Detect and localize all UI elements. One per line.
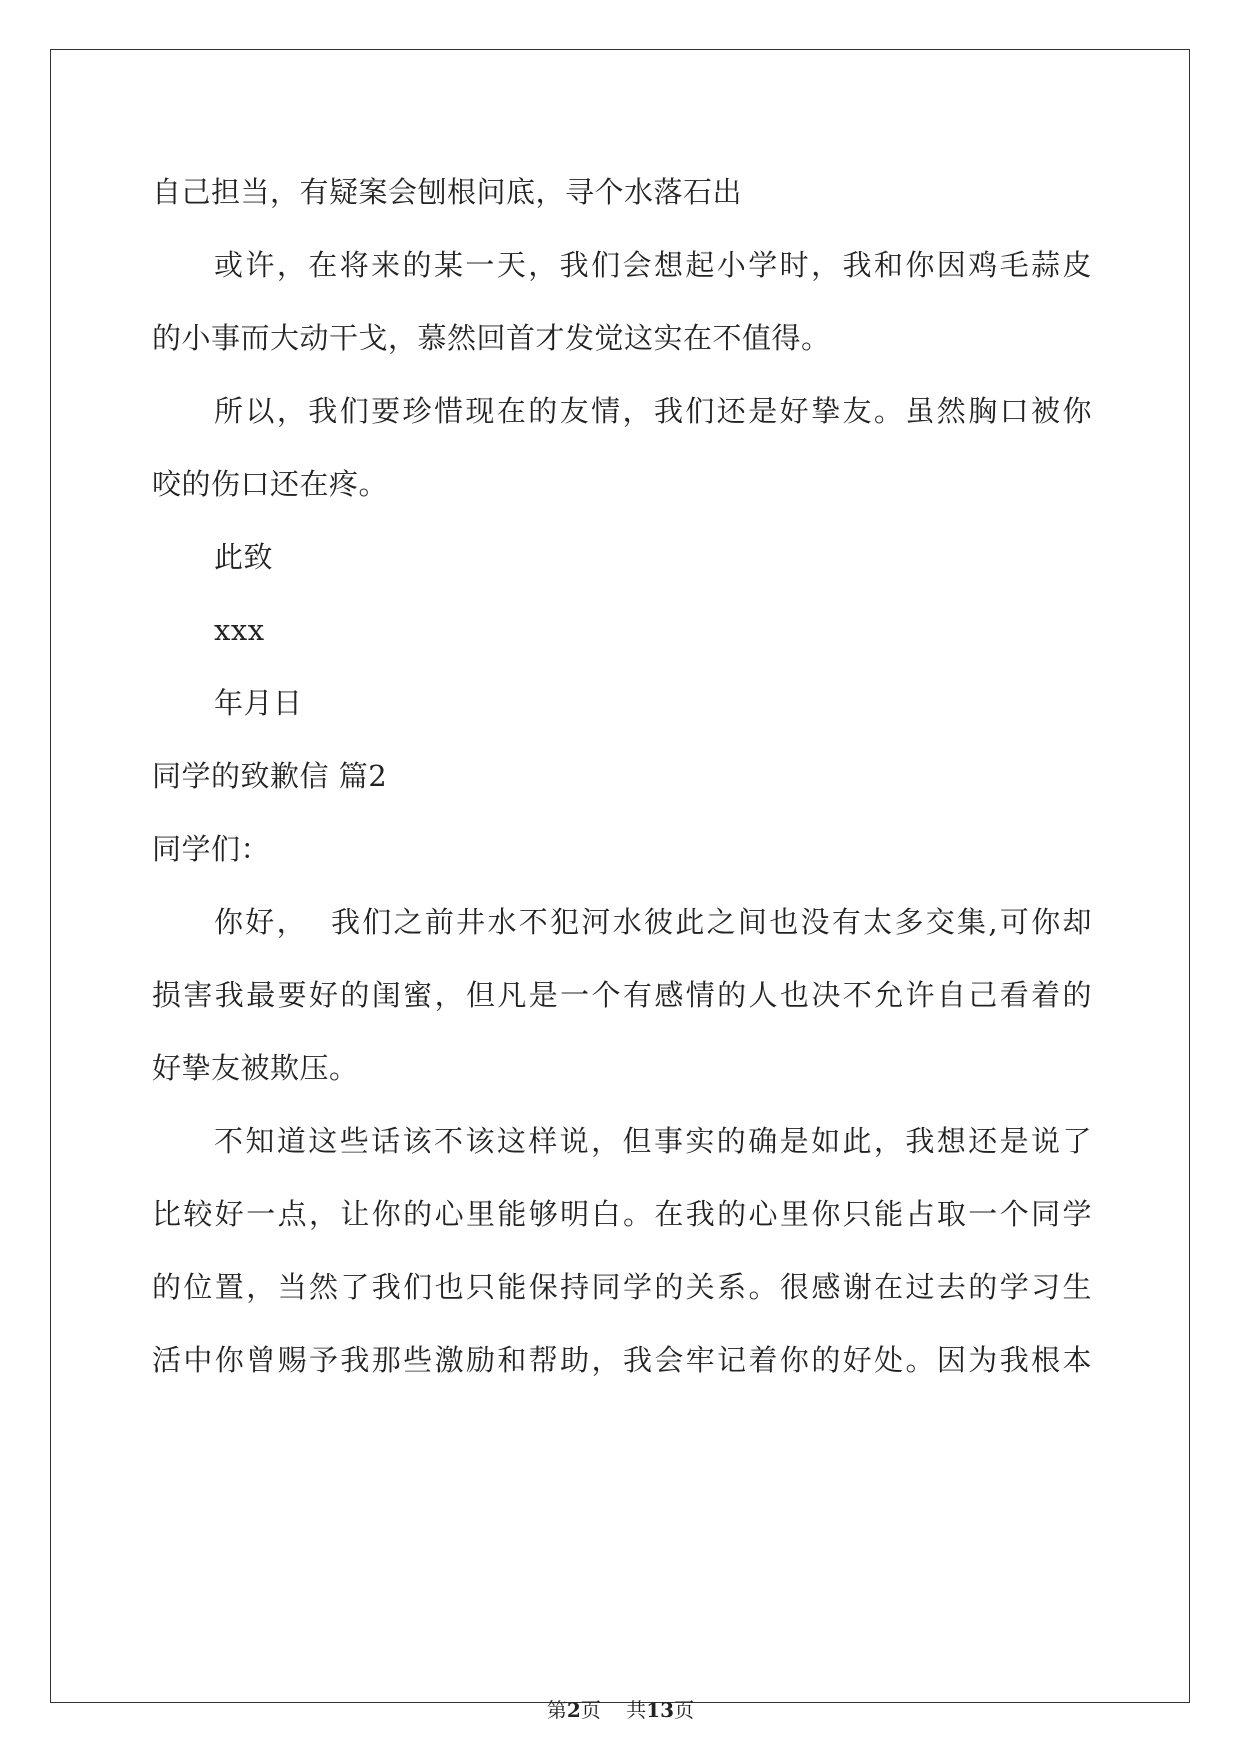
text-line: 的位置，当然了我们也只能保持同学的关系。很感谢在过去的学习生	[152, 1270, 1092, 1304]
text-line: 咬的伤口还在疼。	[152, 467, 389, 501]
text-line: 你好， 我们之前井水不犯河水彼此之间也没有太多交集,可你却	[214, 905, 1092, 939]
section-heading: 同学的致歉信 篇2	[152, 759, 388, 793]
text-line: 或许，在将来的某一天，我们会想起小学时，我和你因鸡毛蒜皮	[214, 248, 1092, 282]
date-line: 年月日	[214, 686, 303, 720]
text-line: 所以，我们要珍惜现在的友情，我们还是好挚友。虽然胸口被你	[214, 394, 1092, 428]
text-line: 比较好一点，让你的心里能够明白。在我的心里你只能占取一个同学	[152, 1197, 1092, 1231]
greeting: 同学们：	[152, 832, 271, 866]
footer-total-prefix: 共	[626, 1698, 647, 1722]
footer-page-suffix: 页	[580, 1698, 601, 1722]
footer-total-suffix: 页	[674, 1698, 695, 1722]
text-line: 好挚友被欺压。	[152, 1051, 359, 1085]
text-line: 活中你曾赐予我那些激励和帮助，我会牢记着你的好处。因为我根本	[152, 1343, 1092, 1377]
text-line: 自己担当，有疑案会刨根问底，寻个水落石出	[152, 175, 743, 209]
current-page-number: 2	[566, 1698, 581, 1722]
closing-salutation: 此致	[214, 540, 274, 574]
text-line: 的小事而大动干戈，慕然回首才发觉这实在不值得。	[152, 321, 831, 355]
page-footer	[0, 1697, 1241, 1723]
footer-prefix: 第	[546, 1698, 567, 1722]
text-line: 损害我最要好的闺蜜，但凡是一个有感情的人也决不允许自己看着的	[152, 978, 1092, 1012]
total-page-count: 13	[646, 1698, 675, 1722]
text-line: 不知道这些话该不该这样说，但事实的确是如此，我想还是说了	[214, 1124, 1092, 1158]
signature: xxx	[214, 613, 265, 647]
page-border	[50, 49, 1190, 1703]
